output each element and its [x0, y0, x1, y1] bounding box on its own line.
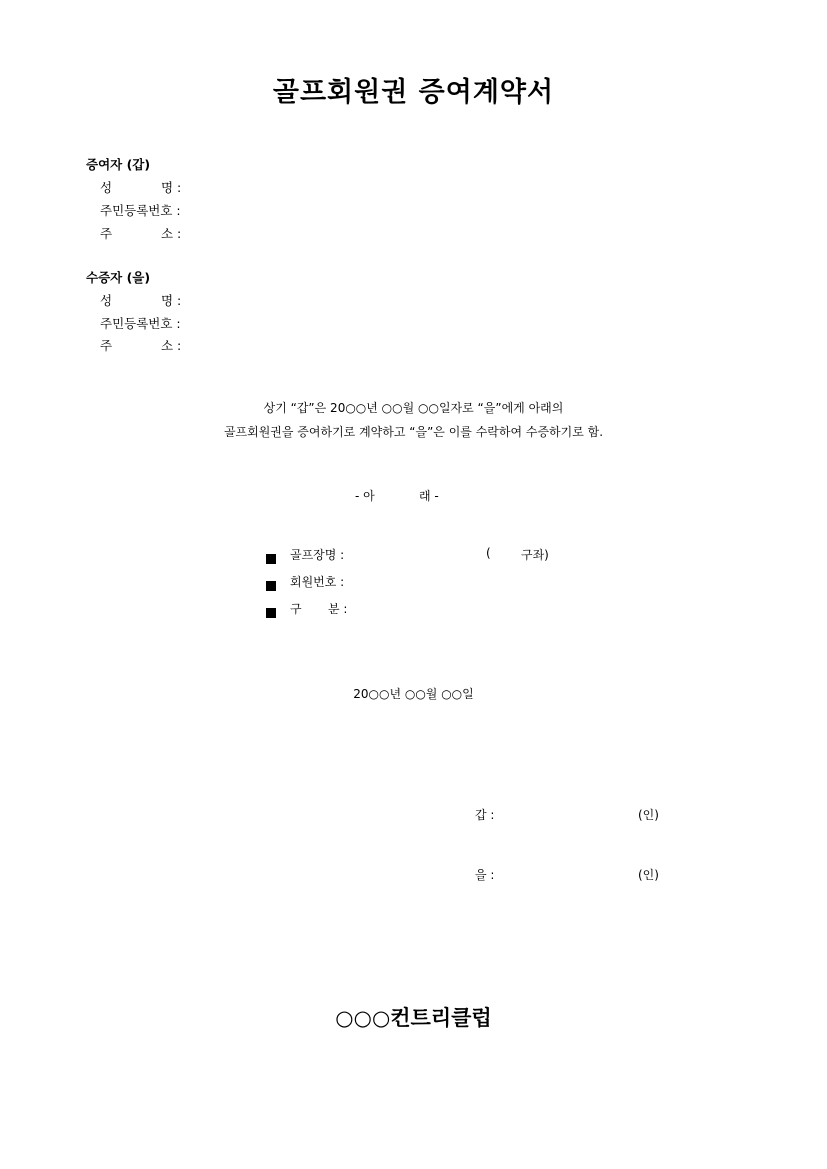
course-suffix-close: 구좌) [521, 548, 549, 562]
donor-heading: 증여자 (갑) [86, 157, 151, 172]
donee-name-label-1: 성 [100, 293, 113, 308]
signature-gap-seal: (인) [638, 808, 659, 822]
donee-addr-label-2: 소 : [161, 338, 182, 353]
member-number-label: 회원번호 : [290, 575, 345, 589]
donor-name-label-1: 성 [100, 180, 113, 195]
contract-date: 20○○년 ○○월 ○○일 [353, 687, 474, 701]
donee-addr-label-1: 주 [100, 338, 113, 353]
bullet-square-icon [266, 548, 276, 567]
donor-addr-label-1: 주 [100, 226, 113, 241]
donor-addr-label-2: 소 : [161, 226, 182, 241]
bullet-square-icon [266, 602, 276, 621]
country-club-name: ○○○컨트리클럽 [335, 1006, 492, 1030]
category-label-2: 분 : [328, 602, 348, 616]
signature-eul-label: 을 : [475, 868, 495, 882]
donee-id-label: 주민등록번호 : [100, 316, 181, 331]
document-title: 골프회원권 증여계약서 [272, 77, 555, 108]
course-name-label: 골프장명 : [290, 548, 345, 562]
statement-line-2: 골프회원권을 증여하기로 계약하고 “을”은 이를 수락하여 수증하기로 함. [223, 425, 604, 439]
bullet-square-icon [266, 575, 276, 594]
donee-heading: 수증자 (을) [86, 270, 151, 285]
below-heading-part-2: 래 - [419, 489, 439, 503]
signature-gap-label: 갑 : [475, 808, 495, 822]
statement-line-1: 상기 “갑”은 20○○년 ○○월 ○○일자로 “을”에게 아래의 [263, 401, 564, 415]
donee-name-label-2: 명 : [161, 293, 182, 308]
course-suffix-open: ( [486, 546, 491, 560]
donor-name-label-2: 명 : [161, 180, 182, 195]
category-label-1: 구 [290, 602, 302, 616]
donor-id-label: 주민등록번호 : [100, 203, 181, 218]
below-heading-part-1: - 아 [355, 489, 375, 503]
signature-eul-seal: (인) [638, 868, 659, 882]
